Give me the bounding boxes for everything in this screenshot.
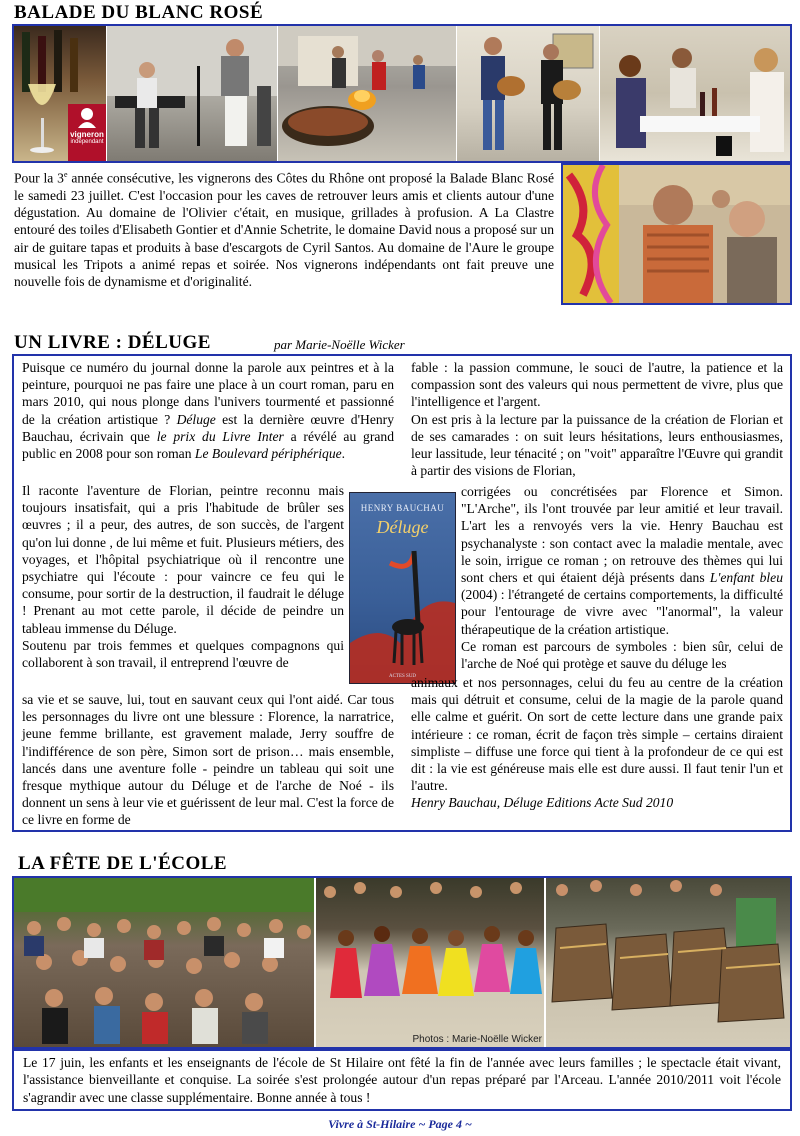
review-right-bottom xyxy=(411,674,783,812)
review-paragraph-symbols-b: animaux et nos personnages, celui du feu au centre de la création mais qui détruit et consume, celui de la magie de la parole quand elle calme et guérit. On sort de cette lecture dans une grande paix intérieure : ce roman, écrit de façon très simple – certains diraient simpliste – diffuse une force qui tient à la profondeur de ce qui est dit : la vie est généreuse mais elle est dure aussi. Il faut tenir l'un et l'autre. xyxy=(411,675,783,794)
balade-sup: e xyxy=(63,170,68,179)
wine-glass-photo xyxy=(14,26,106,161)
vigneron-logo xyxy=(68,104,106,161)
review-left-bottom xyxy=(22,691,394,829)
review-paragraph-arche xyxy=(461,483,783,638)
giraffe-illustration xyxy=(350,533,455,683)
logo-subtext: indépendant xyxy=(70,139,104,145)
photo-credit: Photos : Marie-Noëlle Wicker xyxy=(412,1034,542,1045)
intro-title-deluge: Déluge xyxy=(176,411,216,427)
review-paragraph-symbols-a: Ce roman est parcours de symboles : bien sûr, celui de l'arche de Noé qui protège et sauve du déluge les xyxy=(461,638,783,672)
review-paragraph-story: Il raconte l'aventure de Florian, peintre reconnu mais toujours insatisfait, qui a pris l'habitude de brûler ses œuvres ; il a peur, des autres, de son succès, de l'argent qu'on lui donne , de lui même et fuit. Plusieurs métiers, des voyages, et l'hôpital psychiatrique où il rencontre une psychiatre qui l'écoute : pour vaincre ce feu qui le consume, pour sortir de la destruction, il faudrait le déluge ! Prenant au mot cette parole, il décide de peindre un tableau immense du Déluge. xyxy=(22,483,344,636)
section-title-livre: UN LIVRE : DÉLUGE xyxy=(14,332,211,353)
review-left-top xyxy=(22,359,394,462)
book-cover xyxy=(349,492,456,684)
review-reference: Henry Bauchau, Déluge Editions Acte Sud 2010 xyxy=(411,795,674,811)
dancing-children-photo xyxy=(316,878,544,1047)
arche-text-a: corrigées ou concrétisées par Florence et Simon. "L'Arche", ils l'ont trouvée par leur amitié et leur travail. L'art les a renvoyés vers la vie. Henry Bauchau est psychanalyste : son contact avec la maladie mentale, avec le soin, irrigue ce roman ; on retrouve des thèmes qui lui sont chers et qui étaient déjà présents dans xyxy=(461,484,783,586)
balade-paragraph xyxy=(14,166,554,291)
school-photo-strip xyxy=(12,876,792,1049)
section-title-fete: LA FÊTE DE L'ÉCOLE xyxy=(18,853,228,874)
school-paragraph-box xyxy=(12,1049,792,1111)
intro-text-d: . xyxy=(341,446,346,462)
painting-tasting-photo xyxy=(561,163,792,305)
page-footer: Vivre à St-Hilaire ~ Page 4 ~ xyxy=(328,1117,472,1131)
review-paragraph-support-a: Soutenu par trois femmes et quelques compagnons qui collaborent à son travail, il entreprend l'œuvre de xyxy=(22,637,344,671)
balade-photo-strip xyxy=(12,24,792,163)
intro-novel-title: Le Boulevard périphérique xyxy=(194,446,342,462)
balade-text-pre: Pour la 3 xyxy=(14,170,64,186)
school-paragraph: Le 17 juin, les enfants et les enseignants de l'école de St Hilaire ont fêté la fin de l'année avec leurs familles ; le spectacle était vivant, l'assistance bienveillante et conquise. La soirée s'est prolongée autour d'un repas préparé par l'Arceau. L'année 2010/2011 voit l'école s'agrandir avec une classe supplémentaire. Bonne année à tous ! xyxy=(23,1055,781,1105)
musicians-photo xyxy=(107,26,277,161)
review-paragraph-intro xyxy=(22,359,394,462)
review-paragraph-fable: fable : la passion commune, le souci de l'autre, la patience et la compassion sont des valeurs qui nous permettent de vivre, plus que l'intelligence et l'argent. xyxy=(411,360,783,410)
byline: par Marie-Noëlle Wicker xyxy=(274,337,405,352)
book-title: Déluge xyxy=(376,517,429,537)
logo-text: vigneron xyxy=(70,130,104,139)
intro-text-b: est la dernière œuvre d'Henry Bauchau, écrivain que xyxy=(22,411,394,444)
review-paragraph-creation: On est pris à la lecture par la puissance de la création de Florian et de ses camarades : on suit leurs hésitations, leurs enthousiasmes, leur lassitude, leur ténacité ; on "voit" apparaître l'Œuvre qui grandit à partir des visions de Florian, xyxy=(411,411,783,479)
arche-text-b: (2004) : l'étrangeté de certains comportements, la difficulté pour l'entourage de vivre avec "l'anormal", la valeur thérapeutique de la création artistique. xyxy=(461,587,783,637)
costume-dance-photo xyxy=(546,878,790,1047)
balade-text-post: année consécutive, les vignerons des Côtes du Rhône ont proposé la Balade Blanc Rosé le samedi 23 juillet. C'est l'occasion pour les caves de retrouver leurs amis et clients autour d'une dégustation. Au domaine de l'Olivier c'était, en musique, grillades à profusion. A La Clastre entouré des toiles d'Elisabeth Gontier et d'Annie Schetrite, le domaine David nous a proposé sur un air de guitare tapas et produits à base d'escargots de Cyril Santos. Au domaine de l'Aure le groupe musical les Tripots a animé repas et soirée. Nos vignerons indépendants ont fait preuve une nouvelle fois de dynamisme et d'originalité. xyxy=(14,170,554,290)
book-publisher: ACTES SUD xyxy=(388,674,417,679)
intro-text-c: a révélé au grand public en 2008 pour son roman xyxy=(22,428,394,462)
book-author: HENRY BAUCHAU xyxy=(360,503,445,513)
intro-prize: le prix du Livre Inter xyxy=(156,428,284,444)
guitarists-photo xyxy=(457,26,599,161)
arche-title-enfant-bleu: L'enfant bleu xyxy=(709,570,783,586)
grill-photo xyxy=(278,26,456,161)
review-left-mid xyxy=(22,482,344,671)
review-paragraph-support-b: sa vie et se sauve, lui, tout en sauvant ceux qui l'ont aidé. Car tous les personnages du livre ont une blessure : Florence, la narratrice, jeune femme brillante, est gravement malade, Jerry souffre de l'indifférence de son père, Simon sort de prison… mais ensemble, lancés dans une aventure folle - peindre un tableau qui soit une fresque mythique autour du Déluge et de l'arche de Noé - ils donnent un sens à leur vie et guérissent de leur mal. C'est la force de ce livre en forme de xyxy=(22,692,395,828)
intro-text-a: Puisque ce numéro du journal donne la parole aux peintres et à la peinture, pourquoi ne pas faire une place à un court roman, paru en mars 2010, qui nous plonge dans l'univers tourmenté et passionné de la création artistique ? xyxy=(22,360,394,427)
section-title-balade: BALADE DU BLANC ROSÉ xyxy=(14,2,264,23)
review-right-top xyxy=(411,359,783,479)
tasting-photo xyxy=(600,26,790,161)
audience-photo xyxy=(14,878,314,1047)
review-right-mid xyxy=(461,483,783,672)
